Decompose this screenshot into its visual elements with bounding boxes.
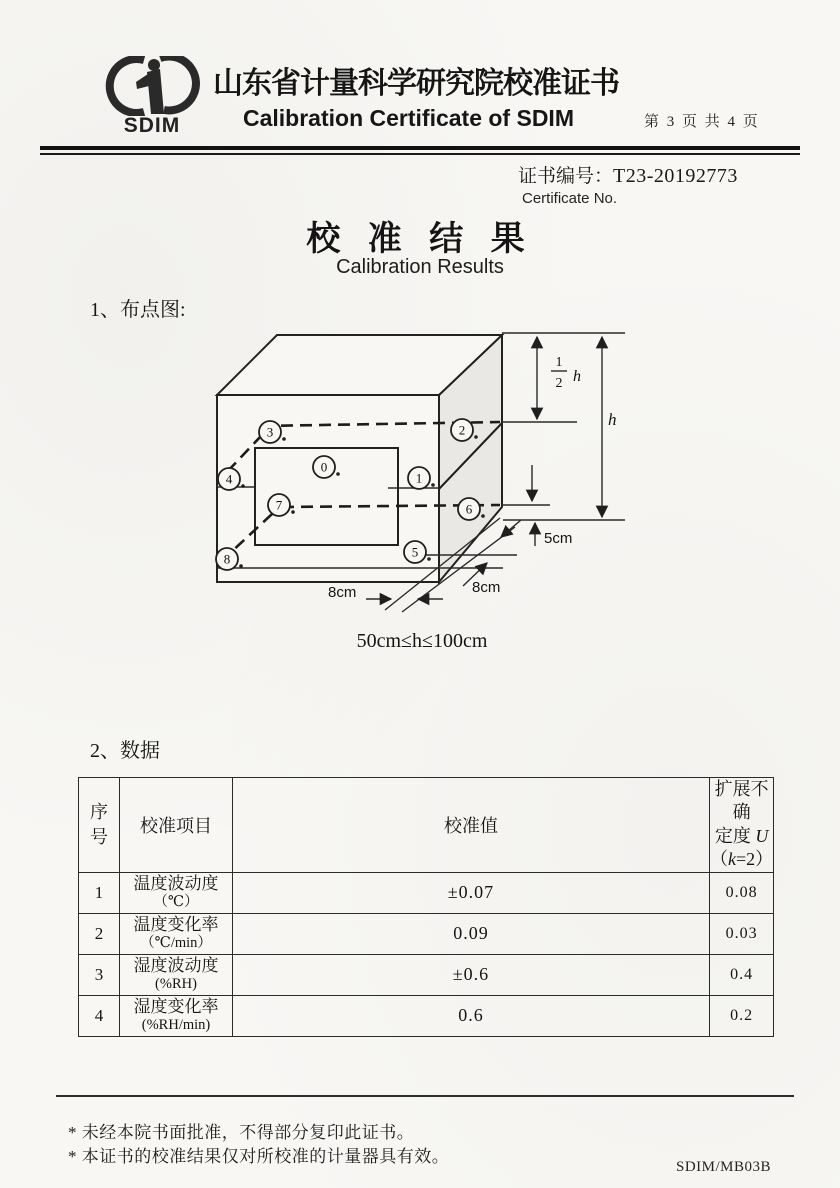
header-value: 校准值 [233,778,710,873]
dim-label-8cm-left: 8cm [328,584,357,601]
calibration-data-table [78,777,774,1037]
header-item: 校准项目 [120,778,233,873]
uncertainty-line1: 扩展不确 [714,779,769,823]
placement-diagram [170,315,690,665]
svg-text:5: 5 [411,544,419,560]
dim-label-8cm-right: 8cm [472,579,501,596]
uncertainty-line3: （k=2） [710,849,774,870]
row-uncertainty: 0.4 [710,954,774,995]
sdim-logo-icon [92,56,212,116]
row-value: ±0.6 [233,954,710,995]
table-row [79,913,774,954]
table-row [79,995,774,1036]
row-no: 3 [79,954,120,995]
header-uncertainty [710,778,774,873]
row-item: 湿度波动度 (%RH) [120,954,233,995]
header-rule-thin [40,153,800,155]
sdim-logo [92,56,212,144]
svg-text:1: 1 [415,470,423,486]
diagram-caption: 50cm≤h≤100cm [356,630,488,652]
header-no: 序号 [79,778,120,873]
svg-text:3: 3 [266,424,274,440]
results-title-en: Calibration Results [336,256,504,278]
certificate-number-line [518,161,738,188]
row-item: 温度波动度 （℃） [120,872,233,913]
certificate-number-value: T23-20192773 [613,165,738,187]
half-h-denominator: 2 [555,376,563,391]
section-data-heading: 2、数据 [90,740,160,762]
section-placement-heading: 1、布点图: [90,299,186,321]
row-uncertainty: 0.08 [710,872,774,913]
table-row [79,872,774,913]
svg-text:6: 6 [465,501,473,517]
row-value: 0.09 [233,913,710,954]
page-number: 第 3 页 共 4 页 [644,114,760,130]
header-rule-thick [40,146,800,150]
page-title-cn: 山东省计量科学研究院校准证书 [213,67,619,100]
uncertainty-line2: 定度 U [714,825,769,846]
page-title-en: Calibration Certificate of SDIM [243,105,574,131]
dim-label-half-h [551,355,581,391]
row-uncertainty: 0.2 [710,995,774,1036]
footer-rule [56,1095,794,1097]
row-no: 2 [79,913,120,954]
dim-arrow-8cm-right-b [501,520,521,537]
logo-text: SDIM [123,114,181,137]
svg-text:2: 2 [458,422,466,438]
row-item: 温度变化率 （℃/min） [120,913,233,954]
footer-note-1: * 未经本院书面批准，不得部分复印此证书。 [68,1123,415,1142]
table-row [79,954,774,995]
row-value: 0.6 [233,995,710,1036]
row-uncertainty: 0.03 [710,913,774,954]
certificate-number-label: 证书编号： [518,166,614,187]
dim-label-5cm: 5cm [544,530,573,547]
row-value: ±0.07 [233,872,710,913]
svg-text:0: 0 [320,459,328,475]
svg-text:8: 8 [223,551,231,567]
row-no: 1 [79,872,120,913]
form-number: SDIM/MB03B [676,1159,772,1175]
footer-note-2: * 本证书的校准结果仅对所校准的计量器具有效。 [68,1147,450,1166]
certificate-number-label-en: Certificate No. [522,190,618,207]
row-item: 湿度变化率 (%RH/min) [120,995,233,1036]
svg-text:7: 7 [275,497,283,513]
half-h-symbol: h [573,368,581,385]
svg-text:4: 4 [225,471,233,487]
table-header-row [79,778,774,873]
dim-label-h: h [608,410,617,429]
half-h-numerator: 1 [555,355,563,370]
row-no: 4 [79,995,120,1036]
results-title-cn: 校 准 结 果 [306,220,534,258]
